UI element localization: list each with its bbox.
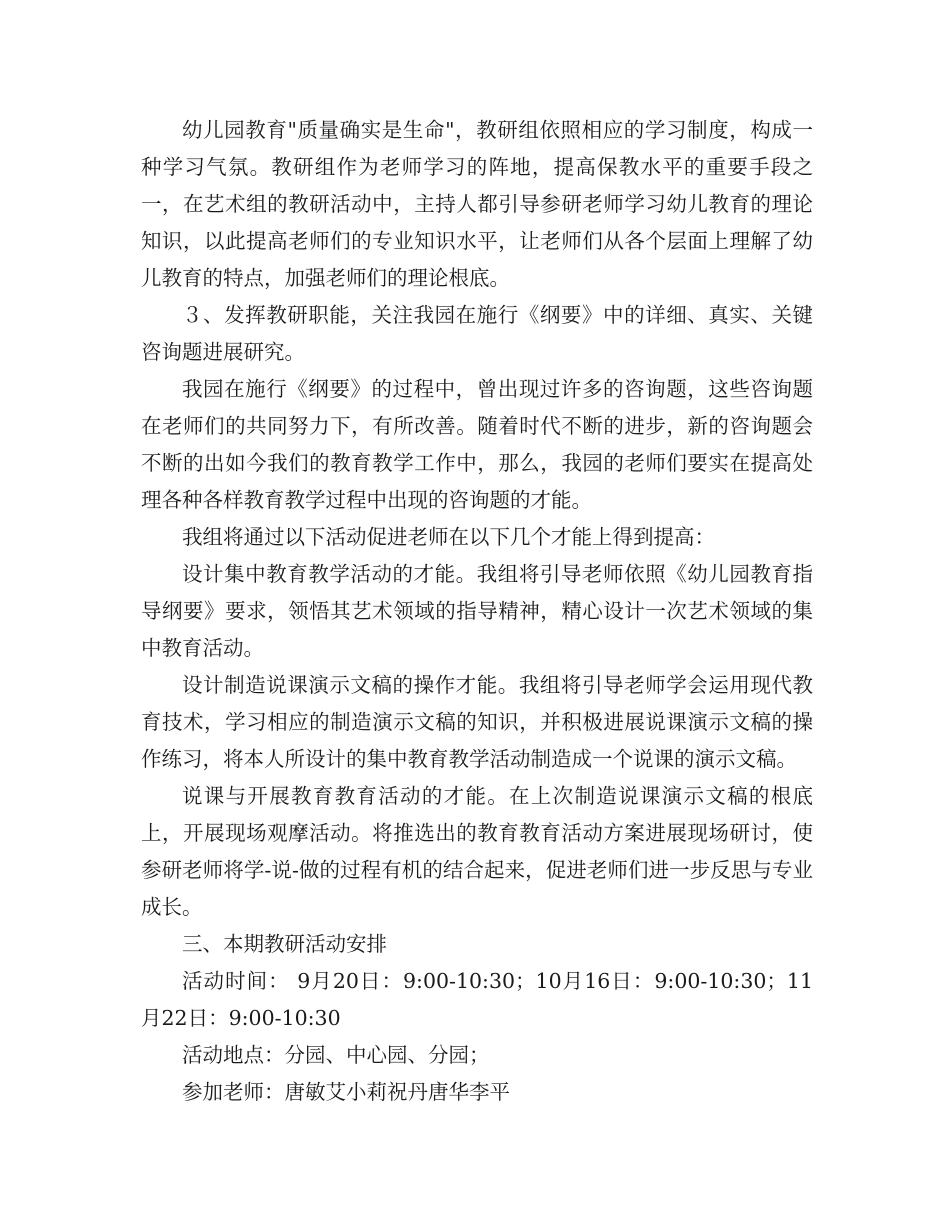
section-heading-schedule: 三、本期教研活动安排 (182, 932, 387, 956)
paragraph-activity-location: 活动地点：分园、中心园、分园； (182, 1043, 490, 1067)
paragraph-section-3-heading: ３、发挥教研职能，关注我园在施行《纲要》中的详细、真实、关键咨询题进展研究。 (141, 303, 813, 364)
paragraph-problems-improvement: 我园在施行《纲要》的过程中，曾出现过许多的咨询题，这些咨询题在老师们的共同努力下，有所改善。随着时代不断的进步，新的咨询题会不断的出如今我们的教育教学工作中，那么，我园的老师们要实在提高处理各种各样教育教学过程中出现的咨询题的才能。 (141, 377, 813, 512)
paragraph-design-activity-ability: 设计集中教育教学活动的才能。我组将引导老师依照《幼儿园教育指导纲要》要求，领悟其艺术领域的指导精神，精心设计一次艺术领域的集中教育活动。 (141, 562, 813, 660)
paragraph-presentation-ability: 设计制造说课演示文稿的操作才能。我组将引导老师学会运用现代教育技术，学习相应的制造演示文稿的知识，并积极进展说课演示文稿的操作练习，将本人所设计的集中教育教学活动制造成一个说课的演示文稿。 (141, 673, 813, 771)
paragraph-participants: 参加老师：唐敏艾小莉祝丹唐华李平 (182, 1080, 510, 1104)
paragraph-abilities-intro: 我组将通过以下活动促进老师在以下几个才能上得到提高： (182, 525, 715, 549)
paragraph-activity-time: 活动时间： 9月20日：9:00-10:30；10月16日：9:00-10:30；11月22日：9:00-10:30 (141, 969, 813, 1030)
document-body (141, 112, 813, 1111)
paragraph-quality-is-life: 幼儿园教育"质量确实是生命"，教研组依照相应的学习制度，构成一种学习气氛。教研组作为老师学习的阵地，提高保教水平的重要手段之一，在艺术组的教研活动中，主持人都引导参研老师学习幼儿教育的理论知识，以此提高老师们的专业知识水平，让老师们从各个层面上理解了幼儿教育的特点，加强老师们的理论根底。 (141, 118, 813, 290)
paragraph-lecture-ability: 说课与开展教育教育活动的才能。在上次制造说课演示文稿的根底上，开展现场观摩活动。将推选出的教育教育活动方案进展现场研讨，使参研老师将学-说-做的过程有机的结合起来，促进老师们进一步反思与专业成长。 (141, 784, 813, 919)
